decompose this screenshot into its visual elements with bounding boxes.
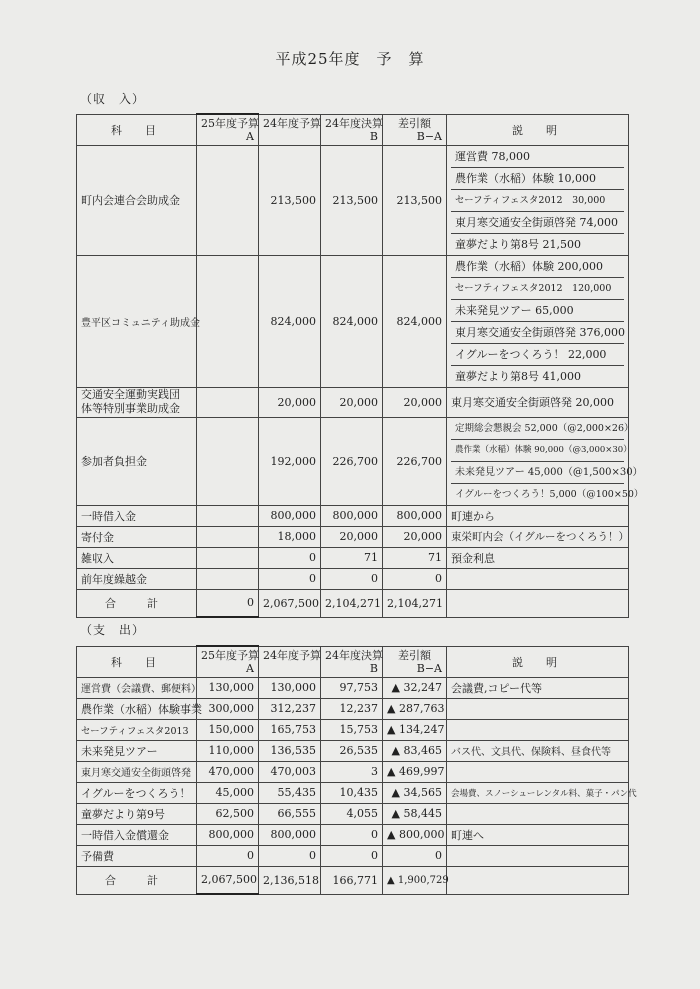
page-title: 平成25年度 予 算 — [275, 50, 425, 68]
income-diff: 800,000 — [383, 505, 447, 526]
expense-actual24: 0 — [321, 824, 383, 845]
table-row — [77, 505, 629, 526]
table-row — [77, 568, 629, 589]
income-budget24: 0 — [259, 547, 321, 568]
expense-section-label: （支 出） — [80, 623, 146, 637]
note-line: 農作業（水稲）体験 90,000（@3,000×30） — [451, 440, 624, 462]
expense-budget25: 800,000 — [197, 824, 259, 845]
expense-budget24: 800,000 — [259, 824, 321, 845]
income-actual24: 20,000 — [321, 387, 383, 417]
table-row — [77, 547, 629, 568]
expense-item: 未来発見ツアー — [77, 740, 197, 761]
income-actual24: 824,000 — [321, 255, 383, 387]
income-diff: 20,000 — [383, 526, 447, 547]
income-actual24: 800,000 — [321, 505, 383, 526]
income-budget25 — [197, 145, 259, 255]
income-actual24: 213,500 — [321, 145, 383, 255]
expense-diff: ▲ 134,247 — [383, 719, 447, 740]
note-line: 童夢だより第8号 41,000 — [455, 369, 581, 383]
expense-actual24: 15,753 — [321, 719, 383, 740]
expense-budget24: 0 — [259, 845, 321, 866]
expense-actual24: 4,055 — [321, 803, 383, 824]
income-budget24: 192,000 — [259, 417, 321, 505]
expense-diff: ▲ 83,465 — [383, 740, 447, 761]
table-row — [77, 145, 629, 255]
expense-note — [447, 761, 629, 782]
income-notes — [447, 255, 629, 387]
income-budget24: 213,500 — [259, 145, 321, 255]
table-row — [77, 824, 629, 845]
income-diff: 824,000 — [383, 255, 447, 387]
income-budget25 — [197, 568, 259, 589]
income-actual24: 20,000 — [321, 526, 383, 547]
expense-actual24: 26,535 — [321, 740, 383, 761]
income-total-budget25: 0 — [197, 589, 259, 617]
expense-budget24: 312,237 — [259, 698, 321, 719]
income-total-label: 合 計 — [77, 589, 197, 617]
income-diff: 71 — [383, 547, 447, 568]
table-row — [77, 698, 629, 719]
expense-budget25: 150,000 — [197, 719, 259, 740]
income-actual24: 71 — [321, 547, 383, 568]
expense-diff: 0 — [383, 845, 447, 866]
expense-note — [447, 719, 629, 740]
expense-actual24: 97,753 — [321, 677, 383, 698]
income-item: 町内会連合会助成金 — [77, 145, 197, 255]
income-notes — [447, 417, 644, 505]
expense-actual24: 0 — [321, 845, 383, 866]
income-item: 参加者負担金 — [77, 417, 197, 505]
income-header-row — [77, 114, 629, 145]
income-total-budget24: 2,067,500 — [259, 589, 321, 617]
note-line: 東月寒交通安全街頭啓発 376,000 — [451, 322, 624, 344]
expense-diff: ▲ 800,000 — [383, 824, 447, 845]
expense-budget24: 470,003 — [259, 761, 321, 782]
table-row — [77, 845, 629, 866]
income-diff: 226,700 — [383, 417, 447, 505]
income-budget25 — [197, 255, 259, 387]
note-line: 農作業（水稲）体験 10,000 — [451, 168, 624, 190]
income-item: 前年度繰越金 — [77, 568, 197, 589]
expense-header-actual24: 24年度決算 B — [321, 646, 383, 677]
expense-note: 会議費,コピー代等 — [447, 677, 629, 698]
income-item: 豊平区コミュニティ助成金 — [77, 255, 197, 387]
expense-budget25: 62,500 — [197, 803, 259, 824]
expense-header-diff: 差引額 B−A — [383, 646, 447, 677]
income-header-diff: 差引額 B−A — [383, 114, 447, 145]
income-header-note: 説 明 — [447, 114, 629, 145]
income-header-budget24: 24年度予算 — [259, 114, 321, 145]
note-line: 未来発見ツアー 45,000（@1,500×30） — [451, 462, 624, 484]
expense-actual24: 12,237 — [321, 698, 383, 719]
income-notes — [447, 145, 629, 255]
income-budget24: 20,000 — [259, 387, 321, 417]
expense-diff: ▲ 58,445 — [383, 803, 447, 824]
expense-total-row — [77, 866, 629, 894]
income-item: 雑収入 — [77, 547, 197, 568]
note-line: イグルーをつくろう！5,000（@100×50） — [455, 488, 644, 500]
expense-budget24: 130,000 — [259, 677, 321, 698]
expense-budget25: 0 — [197, 845, 259, 866]
table-row — [77, 803, 629, 824]
expense-item: イグルーをつくろう！ — [77, 782, 197, 803]
table-row — [77, 782, 629, 803]
expense-diff: ▲ 469,997 — [383, 761, 447, 782]
expense-budget25: 130,000 — [197, 677, 259, 698]
income-budget25 — [197, 526, 259, 547]
expense-item: 運営費（会議費、郵便料） — [77, 677, 197, 698]
income-header-item: 科 目 — [77, 114, 197, 145]
expense-note: バス代、文具代、保険料、昼食代等 — [447, 740, 629, 761]
income-total-note — [447, 589, 629, 617]
expense-item: 一時借入金償還金 — [77, 824, 197, 845]
expense-item: 童夢だより第9号 — [77, 803, 197, 824]
note-line: 定期総会懇親会 52,000（@2,000×26） — [451, 418, 624, 440]
expense-note — [447, 698, 629, 719]
expense-note: 町連へ — [447, 824, 629, 845]
income-budget24: 824,000 — [259, 255, 321, 387]
note-line: 運営費 78,000 — [451, 146, 624, 168]
income-item: 一時借入金 — [77, 505, 197, 526]
expense-header-row — [77, 646, 629, 677]
expense-total-actual24: 166,771 — [321, 866, 383, 894]
expense-note — [447, 845, 629, 866]
note-line: イグルーをつくろう！ 22,000 — [451, 344, 624, 366]
expense-header-item: 科 目 — [77, 646, 197, 677]
expense-budget24: 66,555 — [259, 803, 321, 824]
expense-item: 農作業（水稲）体験事業 — [77, 698, 197, 719]
expense-item: 予備費 — [77, 845, 197, 866]
expense-budget25: 300,000 — [197, 698, 259, 719]
expense-budget24: 165,753 — [259, 719, 321, 740]
income-total-diff: 2,104,271 — [383, 589, 447, 617]
expense-budget24: 55,435 — [259, 782, 321, 803]
income-total-actual24: 2,104,271 — [321, 589, 383, 617]
income-note: 町連から — [447, 505, 629, 526]
income-diff: 213,500 — [383, 145, 447, 255]
income-budget25 — [197, 505, 259, 526]
expense-note — [447, 803, 629, 824]
expense-budget25: 110,000 — [197, 740, 259, 761]
income-header-actual24: 24年度決算 B — [321, 114, 383, 145]
table-row — [77, 677, 629, 698]
expense-note: 会場費、スノーシューレンタル料、菓子・パン代 — [447, 782, 629, 803]
note-line: セーフティフェスタ2012 120,000 — [451, 278, 624, 300]
expense-item: セーフティフェスタ2013 — [77, 719, 197, 740]
income-total-row — [77, 589, 629, 617]
income-note: 東月寒交通安全街頭啓発 20,000 — [447, 387, 629, 417]
note-line: 東月寒交通安全街頭啓発 74,000 — [451, 212, 624, 234]
income-note: 東栄町内会（イグルーをつくろう！） — [447, 526, 629, 547]
expense-total-diff: ▲ 1,900,729 — [383, 866, 447, 894]
expense-budget25: 470,000 — [197, 761, 259, 782]
expense-header-note: 説 明 — [447, 646, 629, 677]
note-line: 未来発見ツアー 65,000 — [451, 300, 624, 322]
income-header-budget25: 25年度予算 A — [197, 114, 259, 145]
table-row — [77, 719, 629, 740]
note-line: セーフティフェスタ2012 30,000 — [451, 190, 624, 212]
expense-header-budget25: 25年度予算 A — [197, 646, 259, 677]
note-line: 農作業（水稲）体験 200,000 — [451, 256, 624, 278]
table-row — [77, 761, 629, 782]
table-row — [77, 255, 629, 387]
expense-budget25: 45,000 — [197, 782, 259, 803]
table-row — [77, 526, 629, 547]
expense-diff: ▲ 32,247 — [383, 677, 447, 698]
income-item: 寄付金 — [77, 526, 197, 547]
table-row — [77, 387, 629, 417]
expense-table — [76, 645, 637, 895]
expense-total-budget25: 2,067,500 — [197, 866, 259, 894]
table-row — [77, 740, 629, 761]
income-diff: 20,000 — [383, 387, 447, 417]
income-budget24: 0 — [259, 568, 321, 589]
income-budget24: 800,000 — [259, 505, 321, 526]
income-table — [76, 113, 644, 618]
income-actual24: 226,700 — [321, 417, 383, 505]
income-budget25 — [197, 387, 259, 417]
income-budget25 — [197, 417, 259, 505]
expense-item: 東月寒交通安全街頭啓発 — [77, 761, 197, 782]
income-budget24: 18,000 — [259, 526, 321, 547]
expense-diff: ▲ 287,763 — [383, 698, 447, 719]
income-section-label: （収 入） — [80, 92, 146, 106]
table-row — [77, 417, 629, 505]
expense-actual24: 3 — [321, 761, 383, 782]
expense-budget24: 136,535 — [259, 740, 321, 761]
expense-actual24: 10,435 — [321, 782, 383, 803]
expense-diff: ▲ 34,565 — [383, 782, 447, 803]
expense-header-budget24: 24年度予算 — [259, 646, 321, 677]
income-diff: 0 — [383, 568, 447, 589]
expense-total-budget24: 2,136,518 — [259, 866, 321, 894]
note-line: 童夢だより第8号 21,500 — [455, 237, 581, 251]
expense-total-note — [447, 866, 629, 894]
income-actual24: 0 — [321, 568, 383, 589]
income-note: 預金利息 — [447, 547, 629, 568]
income-item: 交通安全運動実践団 体等特別事業助成金 — [77, 387, 197, 417]
income-note — [447, 568, 629, 589]
income-budget25 — [197, 547, 259, 568]
expense-total-label: 合 計 — [77, 866, 197, 894]
